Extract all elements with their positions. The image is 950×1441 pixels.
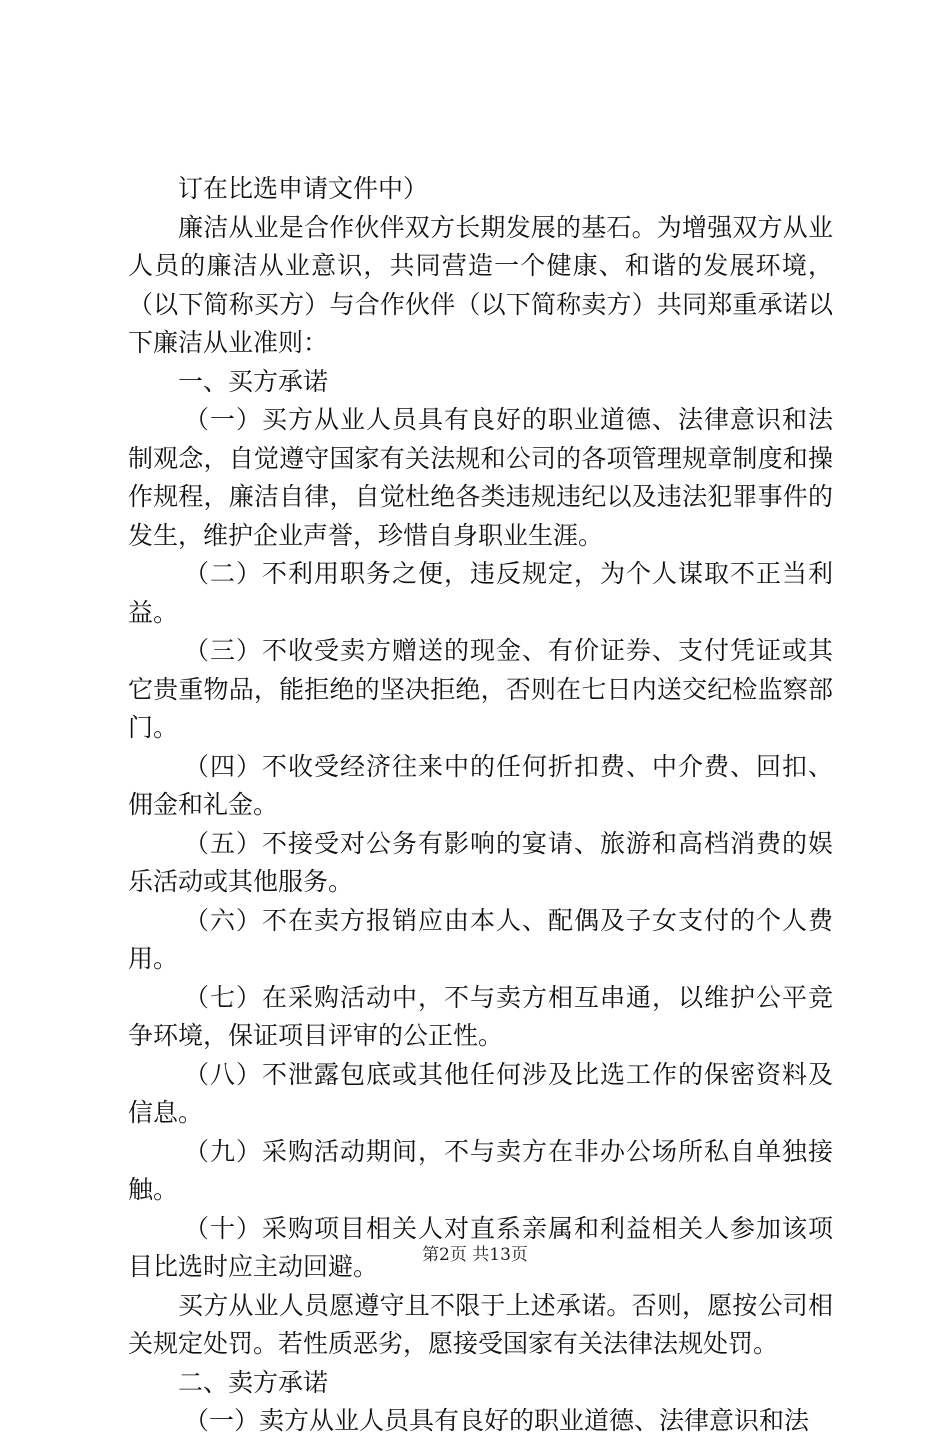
- section-heading-buyer: 一、买方承诺: [178, 366, 329, 396]
- buyer-item-2: （二）不利用职务之便，违反规定，为个人谋取不正当利益。: [128, 559, 833, 627]
- buyer-item-4: （四）不收受经济往来中的任何折扣费、中介费、回扣、佣金和礼金。: [128, 751, 833, 819]
- paragraph-continuation: 订在比选申请文件中）: [178, 174, 429, 203]
- buyer-item-9: （九）采购活动期间，不与卖方在非办公场所私自单独接触。: [128, 1136, 833, 1204]
- buyer-summary: 买方从业人员愿遵守且不限于上述承诺。否则，愿按公司相关规定处罚。若性质恶劣，愿接受国家有关法律法规处罚。: [128, 1290, 833, 1358]
- buyer-item-5: （五）不接受对公务有影响的宴请、旅游和高档消费的娱乐活动或其他服务。: [128, 828, 833, 896]
- seller-item-1: （一）卖方从业人员具有良好的职业道德、法律意识和法: [184, 1406, 810, 1435]
- buyer-item-7: （七）在采购活动中，不与卖方相互串通，以维护公平竞争环境，保证项目评审的公正性。: [128, 982, 833, 1050]
- buyer-item-8: （八）不泄露包底或其他任何涉及比选工作的保密资料及信息。: [128, 1059, 833, 1127]
- page-number-footer: 第2页 共13页: [422, 1245, 528, 1265]
- buyer-item-6: （六）不在卖方报销应由本人、配偶及子女支付的个人费用。: [128, 905, 833, 973]
- buyer-item-3: （三）不收受卖方赠送的现金、有价证券、支付凭证或其它贵重物品，能拒绝的坚决拒绝，否则在七日内送交纪检监察部门。: [128, 636, 833, 742]
- section-heading-seller: 二、卖方承诺: [178, 1367, 329, 1397]
- paragraph-intro: 廉洁从业是合作伙伴双方长期发展的基石。为增强双方从业人员的廉洁从业意识，共同营造一个健康、和谐的发展环境，（以下简称买方）与合作伙伴（以下简称卖方）共同郑重承诺以下廉洁从业准则：: [128, 212, 833, 357]
- buyer-item-1: （一）买方从业人员具有良好的职业道德、法律意识和法制观念，自觉遵守国家有关法规和公司的各项管理规章制度和操作规程，廉洁自律，自觉杜绝各类违规违纪以及违法犯罪事件的发生，维护企业声誉，珍惜自身职业生涯。: [128, 405, 833, 550]
- buyer-item-10: （十）采购项目相关人对直系亲属和利益相关人参加该项目比选时应主动回避。: [128, 1213, 833, 1281]
